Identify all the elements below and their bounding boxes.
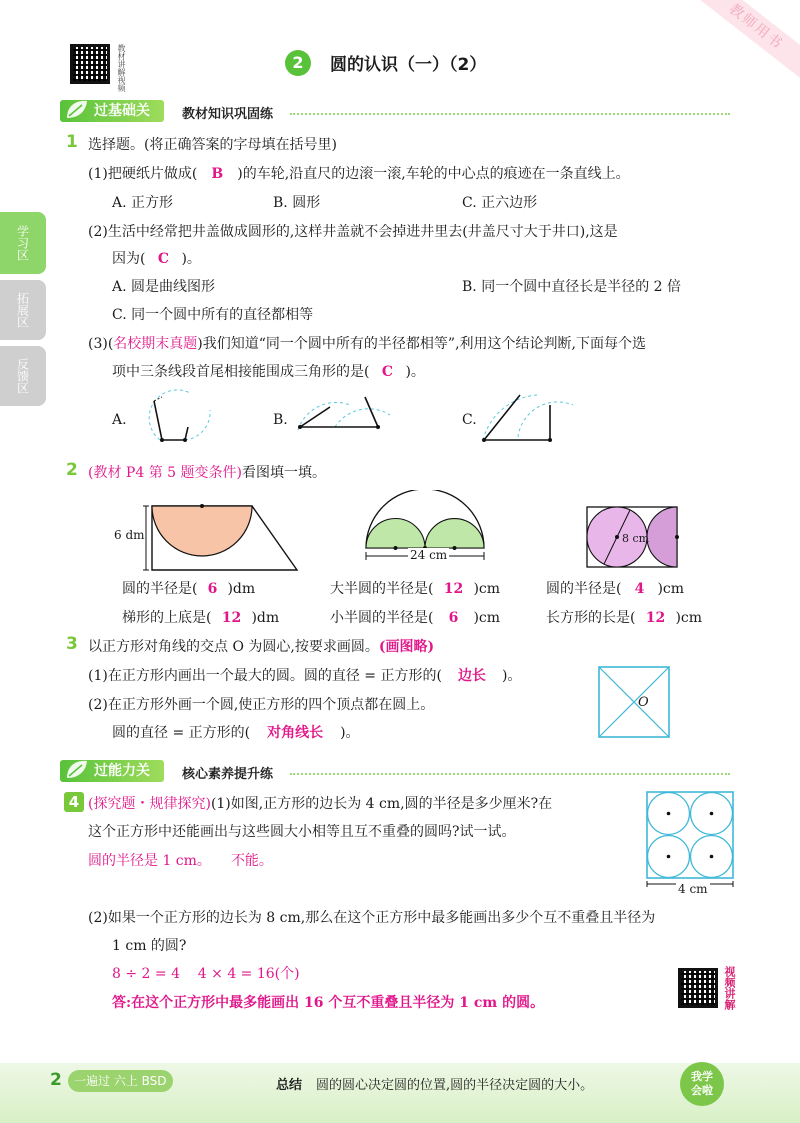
q3-number: 3 xyxy=(66,634,78,654)
q2-tag: (教材 P4 第 5 题变条件) xyxy=(88,465,242,481)
q1-p1-answer: B xyxy=(211,166,224,182)
q1-p1-post: )的车轮,沿直尺的边滚一滚,车轮的中心点的痕迹在一条直线上。 xyxy=(237,166,630,182)
q1-p1-option-c: C. 正六边形 xyxy=(462,195,538,211)
q2-r1c1-post: )dm xyxy=(227,581,256,597)
q3-p1-pre: (1)在正方形内画出一个最大的圆。圆的直径 = 正方形的( xyxy=(88,668,442,684)
lesson-number-badge xyxy=(285,50,311,76)
brand-text: 一遍过 六上 BSD xyxy=(74,1074,167,1088)
section-basic-subtitle: 教材知识巩固练 xyxy=(182,107,274,122)
side-tab-study-label: 学习区 xyxy=(15,225,30,261)
q4-line2: 这个正方形中还能画出与这些圆大小相等且互不重叠的圆吗?试一试。 xyxy=(88,824,516,840)
q1-p2-answer: C xyxy=(157,251,170,267)
q4-tag: (探究题・规律探究) xyxy=(88,796,211,812)
q1-p1-option-a: A. 正方形 xyxy=(112,195,174,211)
q1-p2-option-a: A. 圆是曲线图形 xyxy=(112,279,216,295)
q1-p1-pre: (1)把硬纸片做成( xyxy=(88,166,198,182)
q1-p3-line2-pre: 项中三条线段首尾相接能围成三角形的是( xyxy=(112,364,370,380)
q4-p2-line2: 1 cm 的圆? xyxy=(112,938,187,954)
qr-code-video[interactable] xyxy=(678,968,718,1008)
q2-fig3-diameter-label: 8 cm xyxy=(622,532,650,545)
q1-p3-line1 xyxy=(88,333,646,353)
q3-stem: 以正方形对角线的交点 O 为圆心,按要求画圆。 xyxy=(88,639,379,655)
qr-code-header[interactable] xyxy=(70,44,110,84)
page-number: 2 xyxy=(50,1070,62,1090)
q1-p3-option-a: A. xyxy=(112,412,127,428)
q2-r1c3-answer: 4 xyxy=(634,581,645,597)
q2-number: 2 xyxy=(66,460,78,480)
section-ability-badge: 过能力关 xyxy=(60,760,164,782)
q4-answer1b-text: 不能。 xyxy=(230,853,273,869)
q1-p1-option-b: B. 圆形 xyxy=(273,195,321,211)
side-tab-extend-label: 拓展区 xyxy=(15,292,30,328)
q4-figure-label: 4 cm xyxy=(678,882,708,896)
q2-r1c1-pre: 圆的半径是( xyxy=(122,581,198,597)
q1-p3-tag: 名校期末真题 xyxy=(113,336,198,352)
q3-p2-answer: 对角线长 xyxy=(267,725,324,741)
q2-r2c1-post: )dm xyxy=(251,610,280,626)
q2-r2c3-answer: 12 xyxy=(645,610,666,626)
q1-p3-figure-a xyxy=(130,385,220,450)
footer-summary xyxy=(276,1074,593,1093)
q1-p3-answer: C xyxy=(381,364,394,380)
side-tab-feedback-label: 反馈区 xyxy=(15,358,30,394)
q2-r1c2-pre: 大半圆的半径是( xyxy=(330,581,434,597)
q4-p1-line1: (1)如图,正方形的边长为 4 cm,圆的半径是多少厘米?在 xyxy=(210,796,553,812)
side-tab-study[interactable] xyxy=(0,212,46,274)
q1-p3-line2 xyxy=(112,361,425,381)
q2-r2c1-answer: 12 xyxy=(221,610,242,626)
q3-p1-answer: 边长 xyxy=(457,668,486,684)
q1-p3-pre: (3)( xyxy=(88,336,114,352)
q2-r2c2-post: )cm xyxy=(473,610,501,626)
q4-calc: 8 ÷ 2 = 4 4 × 4 = 16(个) xyxy=(112,966,300,982)
q3-p1 xyxy=(88,665,521,685)
q2-fig1-height-label: 6 dm xyxy=(114,528,145,542)
q4-number: 4 xyxy=(68,793,80,811)
q3-p2-line2 xyxy=(112,722,360,742)
q1-number: 1 xyxy=(66,132,78,152)
q2-row2-col1 xyxy=(122,607,279,627)
q1-p2-pre: 因为( xyxy=(112,251,146,267)
q3-p2-line1: (2)在正方形外画一个圆,使正方形的四个顶点都在圆上。 xyxy=(88,697,435,713)
q1-p2-line2 xyxy=(112,248,201,268)
q2-r1c3-post: )cm xyxy=(657,581,685,597)
q1-p3-option-c: C. xyxy=(462,412,477,428)
side-tab-feedback[interactable] xyxy=(0,346,46,406)
q2-fig2-base-label: 24 cm xyxy=(410,548,448,562)
q2-row1-col2 xyxy=(330,578,500,598)
section-basic-rule xyxy=(290,113,730,115)
q3-figure-square xyxy=(596,664,672,744)
q1-p3-mid: )我们知道“同一个圆中所有的半径都相等”,利用这个结论判断,下面每个选 xyxy=(197,336,646,352)
q1-p2-option-c: C. 同一个圆中所有的直径都相等 xyxy=(112,307,314,323)
section-basic-badge: 过基础关 xyxy=(60,100,164,122)
q2-row1-col3 xyxy=(546,578,684,598)
q3-stem-line xyxy=(88,636,434,656)
q1-p1 xyxy=(88,163,630,183)
q4-answer: 答:在这个正方形中最多能画出 16 个互不重叠且半径为 1 cm 的圆。 xyxy=(112,995,545,1011)
q3-p1-post: )。 xyxy=(501,668,522,684)
q2-r2c1-pre: 梯形的上底是( xyxy=(122,610,212,626)
q4-number-box xyxy=(64,792,84,812)
q2-r2c2-pre: 小半圆的半径是( xyxy=(330,610,434,626)
side-tab-extend[interactable] xyxy=(0,280,46,340)
learned-badge-text: 我学会啦 xyxy=(691,1070,713,1097)
q3-p2-post: )。 xyxy=(340,725,360,741)
q2-r1c3-pre: 圆的半径是( xyxy=(546,581,622,597)
q4-figure-circles xyxy=(645,790,737,890)
footer-summary-label: 总结 xyxy=(276,1078,303,1093)
leaf-icon xyxy=(64,98,90,122)
q2-stem: 看图填一填。 xyxy=(241,465,326,481)
q1-p2-line1: (2)生活中经常把井盖做成圆形的,这样井盖就不会掉进井里去(井盖尺寸大于井口),这是 xyxy=(88,224,618,240)
q1-p3-figure-b xyxy=(290,385,400,450)
video-caption: 视频讲解 xyxy=(723,966,736,1010)
q4-line1 xyxy=(88,793,552,813)
q3-center-label: O xyxy=(638,695,649,710)
q4-p2-line1: (2)如果一个正方形的边长为 8 cm,那么在这个正方形中最多能画出多少个互不重叠且半径为 xyxy=(88,910,656,926)
q2-stem-line xyxy=(88,462,326,482)
q4-answer1-text: 圆的半径是 1 cm。 xyxy=(88,853,211,869)
brand-mark xyxy=(68,1070,173,1092)
q1-p2-option-b: B. 同一个圆中直径长是半径的 2 倍 xyxy=(462,279,681,295)
q2-r2c3-pre: 长方形的长是( xyxy=(546,610,636,626)
q2-row2-col2 xyxy=(330,607,500,627)
q2-r1c1-answer: 6 xyxy=(207,581,218,597)
section-ability-subtitle: 核心素养提升练 xyxy=(182,767,274,782)
q2-row1-col1 xyxy=(122,578,255,598)
qr-caption: 教材讲解视频 xyxy=(117,44,126,92)
page-title: 圆的认识（一）（2） xyxy=(330,55,487,75)
lesson-number: 2 xyxy=(292,53,304,72)
learned-badge[interactable] xyxy=(680,1062,724,1106)
q1-stem: 选择题。(将正确答案的字母填在括号里) xyxy=(88,137,337,153)
footer-summary-text: 圆的圆心决定圆的位置,圆的半径决定圆的大小。 xyxy=(316,1078,594,1093)
q2-r1c2-post: )cm xyxy=(473,581,501,597)
q1-p2-post: )。 xyxy=(181,251,201,267)
q2-row2-col3 xyxy=(546,607,702,627)
q3-p2-pre: 圆的直径 = 正方形的( xyxy=(112,725,251,741)
q2-r1c2-answer: 12 xyxy=(443,581,464,597)
q3-note: (画图略) xyxy=(378,639,435,655)
q2-r2c3-post: )cm xyxy=(675,610,703,626)
q4-answer1 xyxy=(88,850,273,870)
q1-p3-figure-c xyxy=(478,385,588,450)
q1-p3-post: )。 xyxy=(405,364,425,380)
section-ability-rule xyxy=(290,773,730,775)
teacher-edition-stamp: 教师用书 xyxy=(693,0,800,80)
q1-p3-option-b: B. xyxy=(273,412,288,428)
leaf-icon-2 xyxy=(64,758,90,782)
q2-r2c2-answer: 6 xyxy=(448,610,459,626)
